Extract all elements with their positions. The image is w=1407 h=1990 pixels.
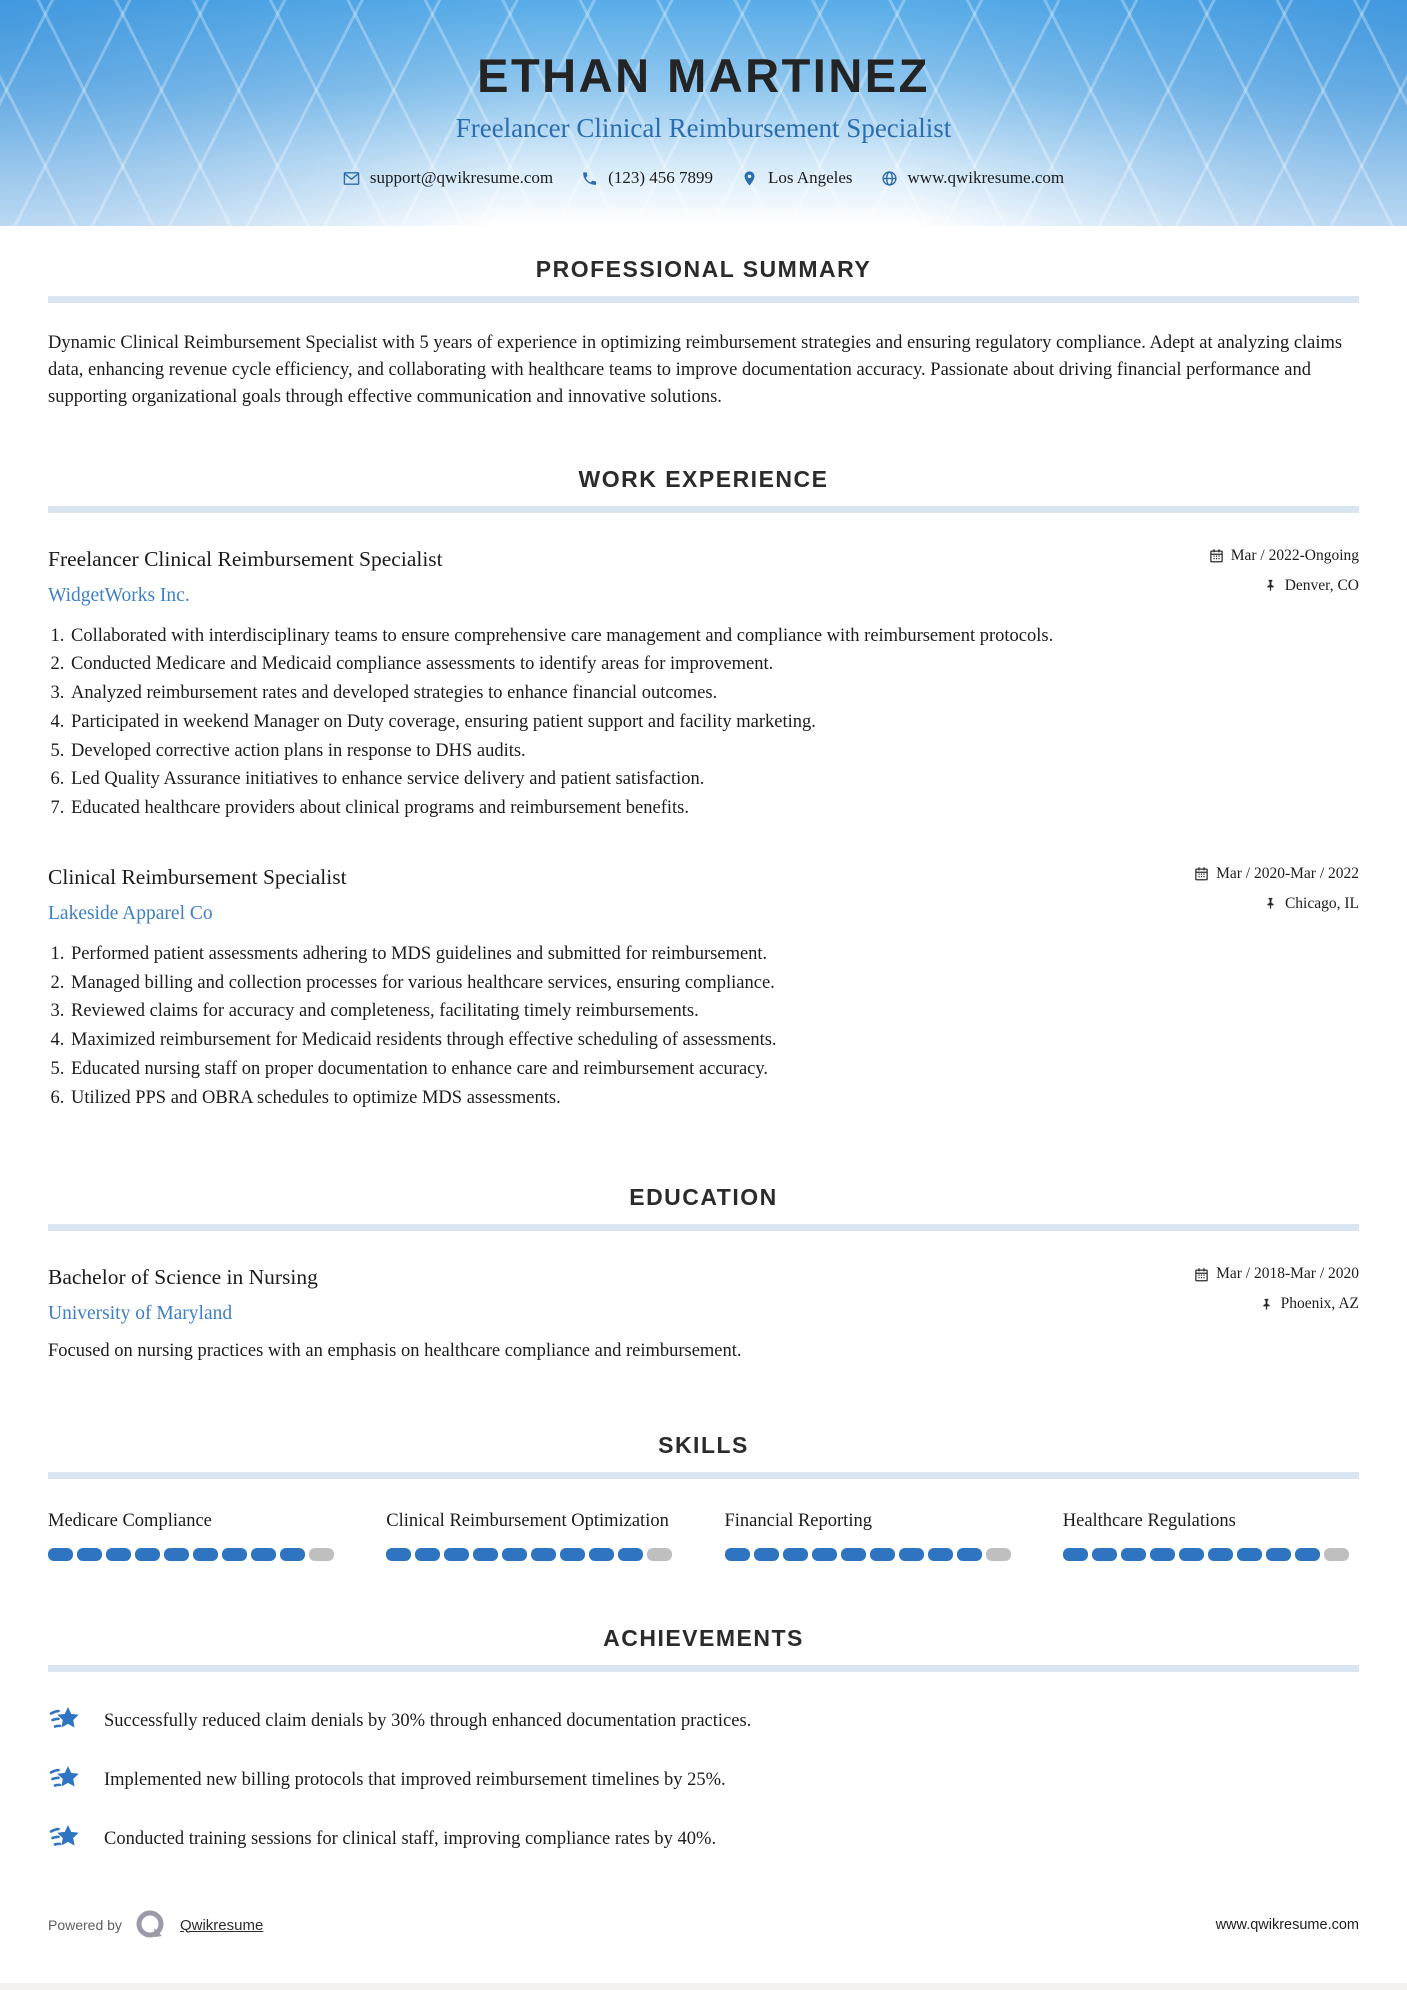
skill-segment [77,1548,102,1561]
skill-segment [444,1548,469,1561]
education-location [1194,1295,1359,1313]
skill-segment [1237,1548,1262,1561]
skills-divider [48,1472,1359,1479]
person-headline: Freelancer Clinical Reimbursement Specialist [455,113,952,143]
skill-segment [928,1548,953,1561]
skill-segment [386,1548,411,1561]
skill-segment [1324,1548,1349,1561]
skill-item [1063,1509,1359,1561]
job-bullet-list [48,941,1359,1113]
pushpin-icon [1263,578,1278,593]
skill-segment [589,1548,614,1561]
education-meta-block [1194,1265,1359,1325]
summary-heading: PROFESSIONAL SUMMARY [535,256,872,282]
degree-title: Bachelor of Science in Nursing [48,1265,318,1290]
skill-item [386,1509,682,1561]
qwikresume-logo-icon [134,1908,168,1942]
job-bullet: 1. Performed patient assessments adhering to MDS guidelines and submitted for reimbursement. [69,941,1359,969]
skill-segment [1179,1548,1204,1561]
skill-segment [841,1548,866,1561]
job-bullet: 6. Led Quality Assurance initiatives to enhance service delivery and patient satisfaction. [69,766,1359,794]
skill-name: Healthcare Regulations [1062,1511,1236,1532]
job-dates-text: Mar / 2020-Mar / 2022 [1216,864,1359,882]
job-bullet: 3. Reviewed claims for accuracy and completeness, facilitating timely reimbursements. [69,998,1359,1026]
summary-text: Dynamic Clinical Reimbursement Specialist with 5 years of experience in optimizing reimbursement strategies and ensuring regulatory compliance. Adept at analyzing claims data, enhancing revenue cycle efficiency, and collaborating with healthcare teams to improve documentation accuracy. Passionate about driving financial performance and supporting organizational goals through effective communication and innovative solutions. [48,333,1343,408]
contact-phone[interactable] [581,168,713,188]
experience-heading: WORK EXPERIENCE [578,465,829,492]
skill-segment [725,1548,750,1561]
contact-phone-text: (123) 456 7899 [608,168,713,187]
skill-segment [193,1548,218,1561]
contact-row [0,168,1407,188]
skill-segment [164,1548,189,1561]
shooting-star-icon [48,1704,84,1738]
job-bullet: 2. Managed billing and collection processes for various healthcare services, ensuring compliance. [69,970,1359,998]
pushpin-icon [1259,1297,1274,1312]
education-dates [1194,1265,1359,1283]
job-bullet-list [48,623,1359,823]
job-dates-text: Mar / 2022-Ongoing [1230,546,1359,564]
experience-divider [48,506,1359,513]
job-bullet: 5. Developed corrective action plans in response to DHS audits. [69,738,1359,766]
skill-level-bar [725,1548,1021,1561]
skill-segment [618,1548,643,1561]
education-description: Focused on nursing practices with an emphasis on healthcare compliance and reimbursement. [48,1341,742,1362]
qwikresume-brand-link[interactable]: Qwikresume [179,1916,264,1934]
job-location [1194,895,1359,913]
skill-segment [1063,1548,1088,1561]
job-bullet: 7. Educated healthcare providers about clinical programs and reimbursement benefits. [69,795,1359,823]
skill-segment [106,1548,131,1561]
page-footer [48,1908,1359,1942]
education-dates-text: Mar / 2018-Mar / 2020 [1216,1265,1359,1283]
skill-segment [48,1548,73,1561]
skill-item [725,1509,1021,1561]
location-pin-icon [741,170,758,187]
achievements-list [48,1704,1359,1856]
job-title: Freelancer Clinical Reimbursement Specialist [48,546,443,571]
job-title-block [48,865,347,925]
page-bottom-edge [0,1983,1407,1990]
resume-body [0,256,1407,1856]
skill-segment [280,1548,305,1561]
job-meta-block [1209,547,1359,607]
skill-segment [135,1548,160,1561]
contact-location[interactable] [741,168,853,188]
contact-location-text: Los Angeles [767,168,853,187]
skill-level-bar [386,1548,682,1561]
skill-segment [1266,1548,1291,1561]
achievement-text: Conducted training sessions for clinical staff, improving compliance rates by 40%. [104,1828,717,1849]
skill-segment [531,1548,556,1561]
skill-segment [870,1548,895,1561]
achievement-item [48,1822,1359,1856]
skill-segment [222,1548,247,1561]
skill-segment [1295,1548,1320,1561]
job-location-text: Chicago, IL [1284,894,1359,912]
skill-segment [1208,1548,1233,1561]
pushpin-icon [1263,896,1278,911]
contact-email-text: support@qwikresume.com [369,168,554,187]
education-location-text: Phoenix, AZ [1280,1295,1359,1313]
skill-segment [473,1548,498,1561]
job-header [48,865,1359,925]
contact-email[interactable] [343,168,553,188]
job-title: Clinical Reimbursement Specialist [48,864,347,889]
skill-segment [1150,1548,1175,1561]
education-divider [48,1224,1359,1231]
job-company-link[interactable]: Lakeside Apparel Co [48,902,213,924]
job-title-block [48,547,443,607]
skill-segment [647,1548,672,1561]
achievements-heading: ACHIEVEMENTS [603,1625,804,1652]
job-bullet: 6. Utilized PPS and OBRA schedules to optimize MDS assessments. [69,1085,1359,1113]
job-bullet: 1. Collaborated with interdisciplinary teams to ensure comprehensive care management and compliance with reimbursement protocols. [69,623,1359,651]
skill-segment [783,1548,808,1561]
skill-segment [812,1548,837,1561]
achievement-item [48,1704,1359,1738]
job-location [1209,577,1359,595]
skill-level-bar [1063,1548,1359,1561]
job-bullet: 2. Conducted Medicare and Medicaid compliance assessments to identify areas for improvement. [69,651,1359,679]
job-bullet: 4. Participated in weekend Manager on Duty coverage, ensuring patient support and facility marketing. [69,709,1359,737]
job-dates [1209,547,1359,565]
skills-grid [48,1509,1359,1561]
contact-website-text: www.qwikresume.com [907,168,1065,187]
calendar-icon [1209,548,1224,563]
skill-segment [957,1548,982,1561]
skill-segment [251,1548,276,1561]
skills-heading: SKILLS [658,1432,749,1459]
job-meta-block [1194,865,1359,925]
shooting-star-icon [48,1822,84,1856]
skill-level-bar [48,1548,344,1561]
footer-website-link[interactable]: www.qwikresume.com [1215,1917,1359,1933]
skill-segment [1092,1548,1117,1561]
skill-segment [502,1548,527,1561]
school-link[interactable]: University of Maryland [48,1303,233,1325]
education-title-block [48,1265,318,1325]
skill-name: Clinical Reimbursement Optimization [386,1511,669,1532]
phone-icon [581,170,598,187]
job-location-text: Denver, CO [1284,576,1359,594]
skill-segment [309,1548,334,1561]
skill-segment [899,1548,924,1561]
skill-segment [986,1548,1011,1561]
powered-by-label: Powered by [48,1917,122,1933]
education-header [48,1265,1359,1325]
achievement-text: Implemented new billing protocols that improved reimbursement timelines by 25%. [104,1769,726,1790]
job-header [48,547,1359,607]
footer-brand-block [48,1908,263,1942]
globe-icon [881,170,898,187]
email-icon [343,170,360,187]
shooting-star-icon [48,1763,84,1797]
job-company-link[interactable]: WidgetWorks Inc. [48,584,190,606]
calendar-icon [1194,1267,1209,1282]
achievement-text: Successfully reduced claim denials by 30% through enhanced documentation practices. [104,1710,752,1731]
person-name: ETHAN MARTINEZ [477,49,930,102]
education-heading: EDUCATION [629,1184,778,1211]
skill-item [48,1509,344,1561]
achievement-item [48,1763,1359,1797]
skill-name: Medicare Compliance [48,1511,212,1532]
summary-divider [48,296,1359,303]
job-dates [1194,865,1359,883]
skill-segment [1121,1548,1146,1561]
calendar-icon [1194,866,1209,881]
achievements-divider [48,1665,1359,1672]
skill-segment [415,1548,440,1561]
header-banner [0,0,1407,226]
job-bullet: 3. Analyzed reimbursement rates and developed strategies to enhance financial outcomes. [69,680,1359,708]
skill-name: Financial Reporting [724,1511,872,1532]
skill-segment [560,1548,585,1561]
job-bullet: 5. Educated nursing staff on proper documentation to enhance care and reimbursement accuracy. [69,1056,1359,1084]
contact-website[interactable] [881,168,1065,188]
job-bullet: 4. Maximized reimbursement for Medicaid residents through effective scheduling of assessments. [69,1027,1359,1055]
skill-segment [754,1548,779,1561]
